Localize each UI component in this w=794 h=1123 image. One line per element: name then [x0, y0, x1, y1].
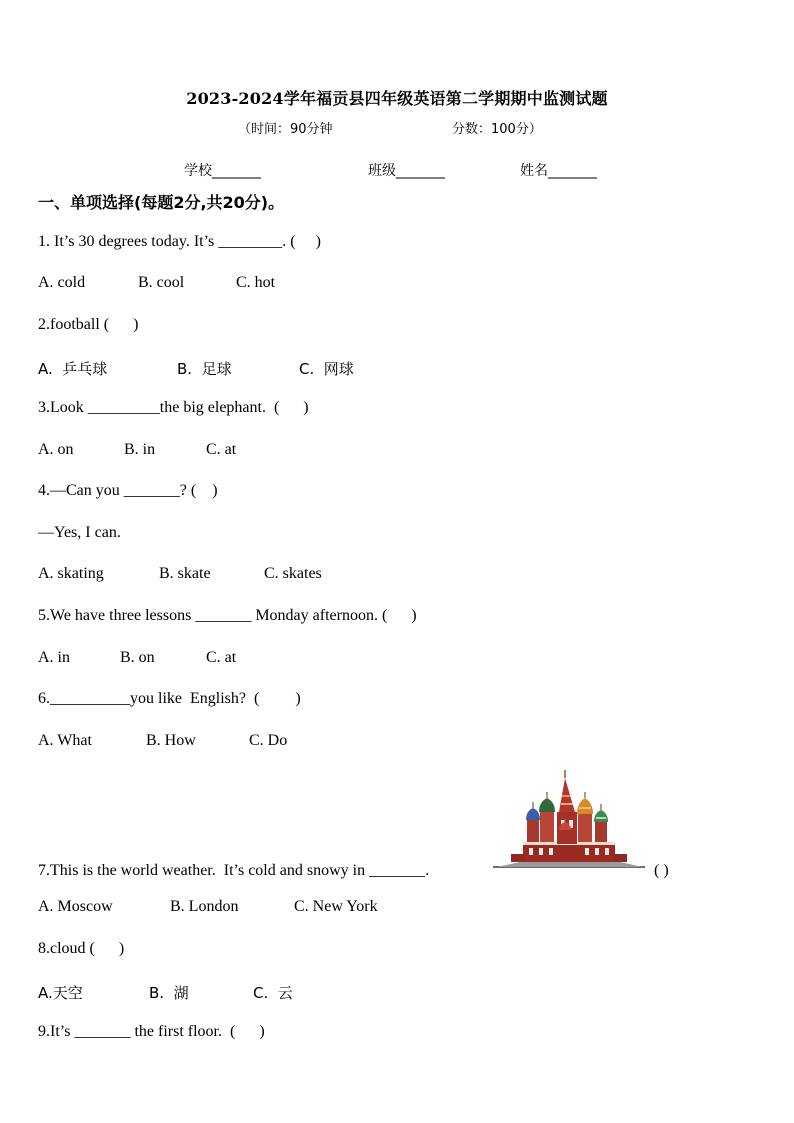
question-7-stem: 7.This is the world weather. It’s cold and snowy in _______.	[38, 862, 430, 879]
question-4-reply: —Yes, I can.	[38, 524, 121, 541]
question-2-option-b: B. 足球	[177, 360, 232, 378]
question-5-option-a: A. in	[38, 649, 70, 666]
question-1-option-c: C. hot	[236, 274, 276, 291]
question-3-option-c: C. at	[206, 441, 237, 458]
section-heading: 一、单项选择(每题2分,共20分)。	[38, 193, 285, 212]
question-7-option-a: A. Moscow	[38, 898, 113, 915]
question-5-option-c: C. at	[206, 649, 237, 666]
question-1-option-b: B. cool	[138, 274, 185, 291]
question-6-option-a: A. What	[38, 732, 92, 749]
question-7-option-c: C. New York	[294, 898, 378, 915]
question-3-stem: 3.Look _________the big elephant. ( )	[38, 399, 309, 416]
cathedral-illustration-icon	[493, 768, 645, 872]
question-6-stem: 6.__________you like English? ( )	[38, 690, 301, 707]
exam-time: （时间：90分钟	[238, 122, 333, 137]
question-4-option-c: C. skates	[264, 565, 322, 582]
question-5-option-b: B. on	[120, 649, 155, 666]
school-field: 学校_______	[184, 163, 261, 179]
question-1-option-a: A. cold	[38, 274, 86, 291]
question-6-option-b: B. How	[146, 732, 196, 749]
class-field: 班级_______	[368, 163, 445, 179]
page-title: 2023-2024学年福贡县四年级英语第二学期期中监测试题	[186, 89, 608, 108]
question-4-stem: 4.—Can you _______? ( )	[38, 482, 218, 499]
question-2-stem: 2.football ( )	[38, 316, 139, 333]
question-4-option-b: B. skate	[159, 565, 211, 582]
question-3-option-a: A. on	[38, 441, 74, 458]
question-8-option-b: B. 湖	[149, 984, 189, 1002]
question-1-stem: 1. It’s 30 degrees today. It’s ________. ( )	[38, 233, 321, 250]
question-7-option-b: B. London	[170, 898, 239, 915]
exam-score: 分数：100分）	[452, 122, 542, 137]
question-5-stem: 5.We have three lessons _______ Monday afternoon. ( )	[38, 607, 417, 624]
question-8-option-a: A.天空	[38, 984, 83, 1002]
name-field: 姓名_______	[520, 163, 597, 179]
question-9-stem: 9.It’s _______ the first floor. ( )	[38, 1023, 265, 1040]
question-7-answer-paren: ( )	[654, 862, 669, 879]
question-2-option-a: A. 乒乓球	[38, 360, 108, 378]
question-8-option-c: C. 云	[253, 984, 293, 1002]
question-8-stem: 8.cloud ( )	[38, 940, 125, 957]
question-6-option-c: C. Do	[249, 732, 288, 749]
question-2-option-c: C. 网球	[299, 360, 354, 378]
question-3-option-b: B. in	[124, 441, 156, 458]
question-4-option-a: A. skating	[38, 565, 104, 582]
